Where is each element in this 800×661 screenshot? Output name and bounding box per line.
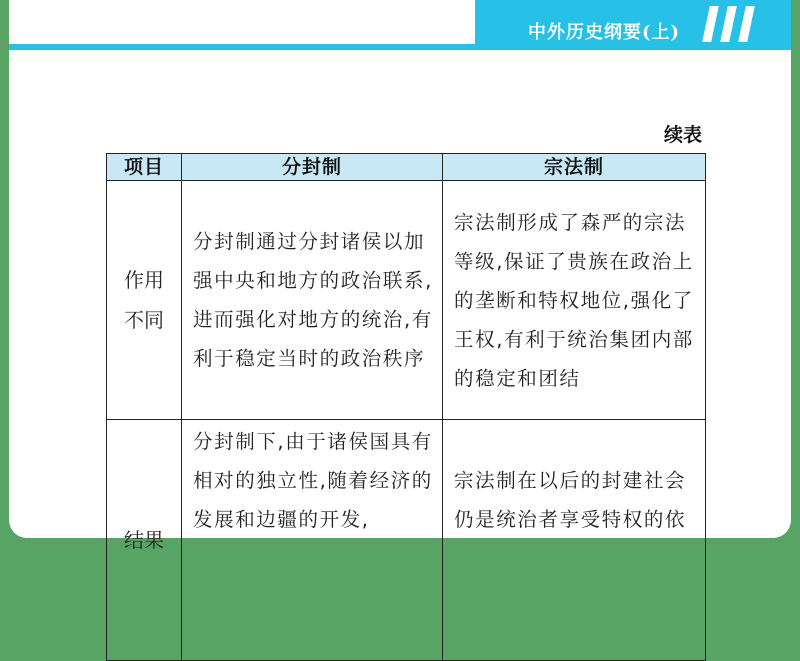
continued-table-label: 续表 xyxy=(664,124,703,146)
row-label: 结果 xyxy=(107,420,182,661)
row-label xyxy=(107,181,182,420)
zongfa-cell: 宗法制形成了森严的宗法等级,保证了贵族在政治上的垄断和特权地位,强化了王权,有利于统治集团内部的稳定和团结 xyxy=(443,181,706,420)
comparison-table xyxy=(106,153,706,661)
column-header: 宗法制 xyxy=(443,154,706,181)
column-header: 项目 xyxy=(107,154,182,181)
zongfa-cell: 宗法制在以后的封建社会仍是统治者享受特权的依 xyxy=(443,420,706,661)
page-card xyxy=(9,0,791,552)
column-header: 分封制 xyxy=(182,154,443,181)
table-row xyxy=(107,181,706,420)
fenfeng-cell: 分封制下,由于诸侯国具有相对的独立性,随着经济的发展和边疆的开发, xyxy=(182,420,443,661)
book-title: 中外历史纲要(上) xyxy=(527,22,681,43)
header-white-area xyxy=(9,0,475,44)
table-row xyxy=(107,420,706,661)
table-header-row xyxy=(107,154,706,181)
fenfeng-cell: 分封制通过分封诸侯以加强中央和地方的政治联系,进而强化对地方的统治,有利于稳定当时的政治秩序 xyxy=(182,181,443,420)
row-label-text: 作用 不同 xyxy=(124,268,164,332)
